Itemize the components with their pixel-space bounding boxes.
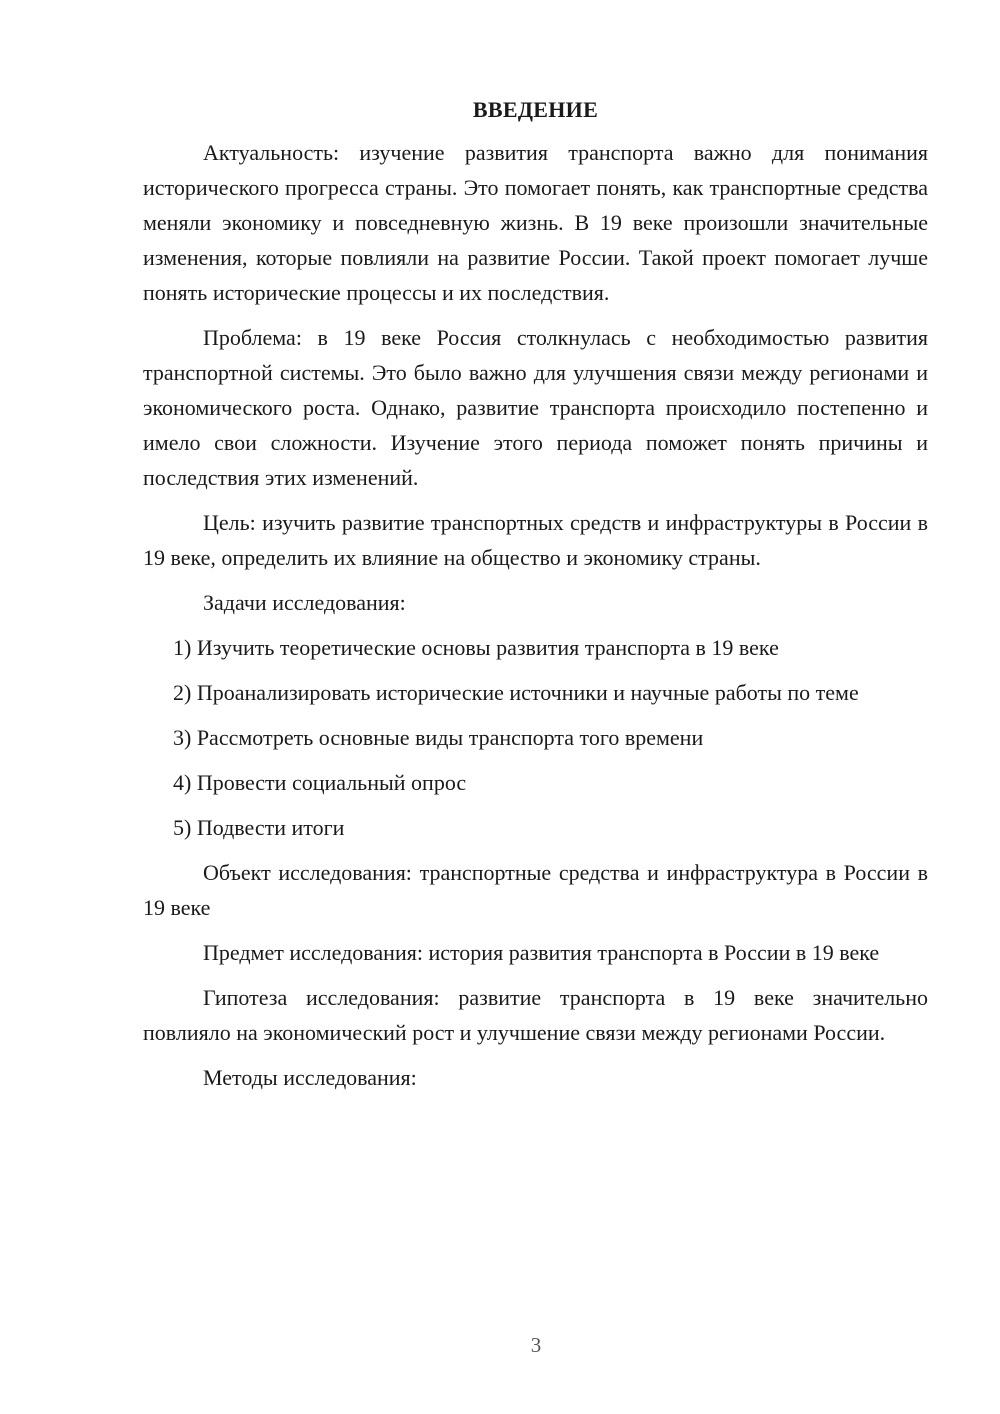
- task-item-4: 4) Провести социальный опрос: [173, 770, 467, 795]
- task-item-1: 1) Изучить теоретические основы развития транспорта в 19 веке: [173, 635, 779, 660]
- relevance-paragraph: Актуальность: изучение развития транспорта важно для понимания исторического прогресса страны. Это помогает понять, как транспортные средства меняли экономику и повседневную жизнь. В 19 веке произошли значительные изменения, которые повлияли на развитие России. Такой проект помогает лучше понять исторические процессы и их последствия.: [143, 140, 928, 305]
- subject-paragraph: Предмет исследования: история развития транспорта в России в 19 веке: [203, 940, 880, 965]
- page-number: 3: [530, 1333, 542, 1357]
- task-item-2: 2) Проанализировать исторические источники и научные работы по теме: [173, 680, 859, 705]
- document-page: [143, 88, 928, 1105]
- task-item-5: 5) Подвести итоги: [173, 815, 345, 840]
- hypothesis-paragraph: Гипотеза исследования: развитие транспорта в 19 веке значительно повлияло на экономический рост и улучшение связи между регионами России.: [143, 985, 928, 1045]
- object-paragraph: Объект исследования: транспортные средства и инфраструктура в России в 19 веке: [143, 860, 928, 920]
- goal-paragraph: Цель: изучить развитие транспортных средств и инфраструктуры в России в 19 веке, определить их влияние на общество и экономику страны.: [143, 510, 928, 570]
- tasks-title: Задачи исследования:: [203, 590, 406, 615]
- methods-title: Методы исследования:: [203, 1065, 417, 1090]
- task-item-3: 3) Рассмотреть основные виды транспорта того времени: [173, 725, 704, 750]
- page-title: ВВЕДЕНИЕ: [472, 97, 599, 122]
- problem-paragraph: Проблема: в 19 веке Россия столкнулась с необходимостью развития транспортной системы. Это было важно для улучшения связи между регионами и экономического роста. Однако, развитие транспорта происходило постепенно и имело свои сложности. Изучение этого периода поможет понять причины и последствия этих изменений.: [143, 325, 928, 490]
